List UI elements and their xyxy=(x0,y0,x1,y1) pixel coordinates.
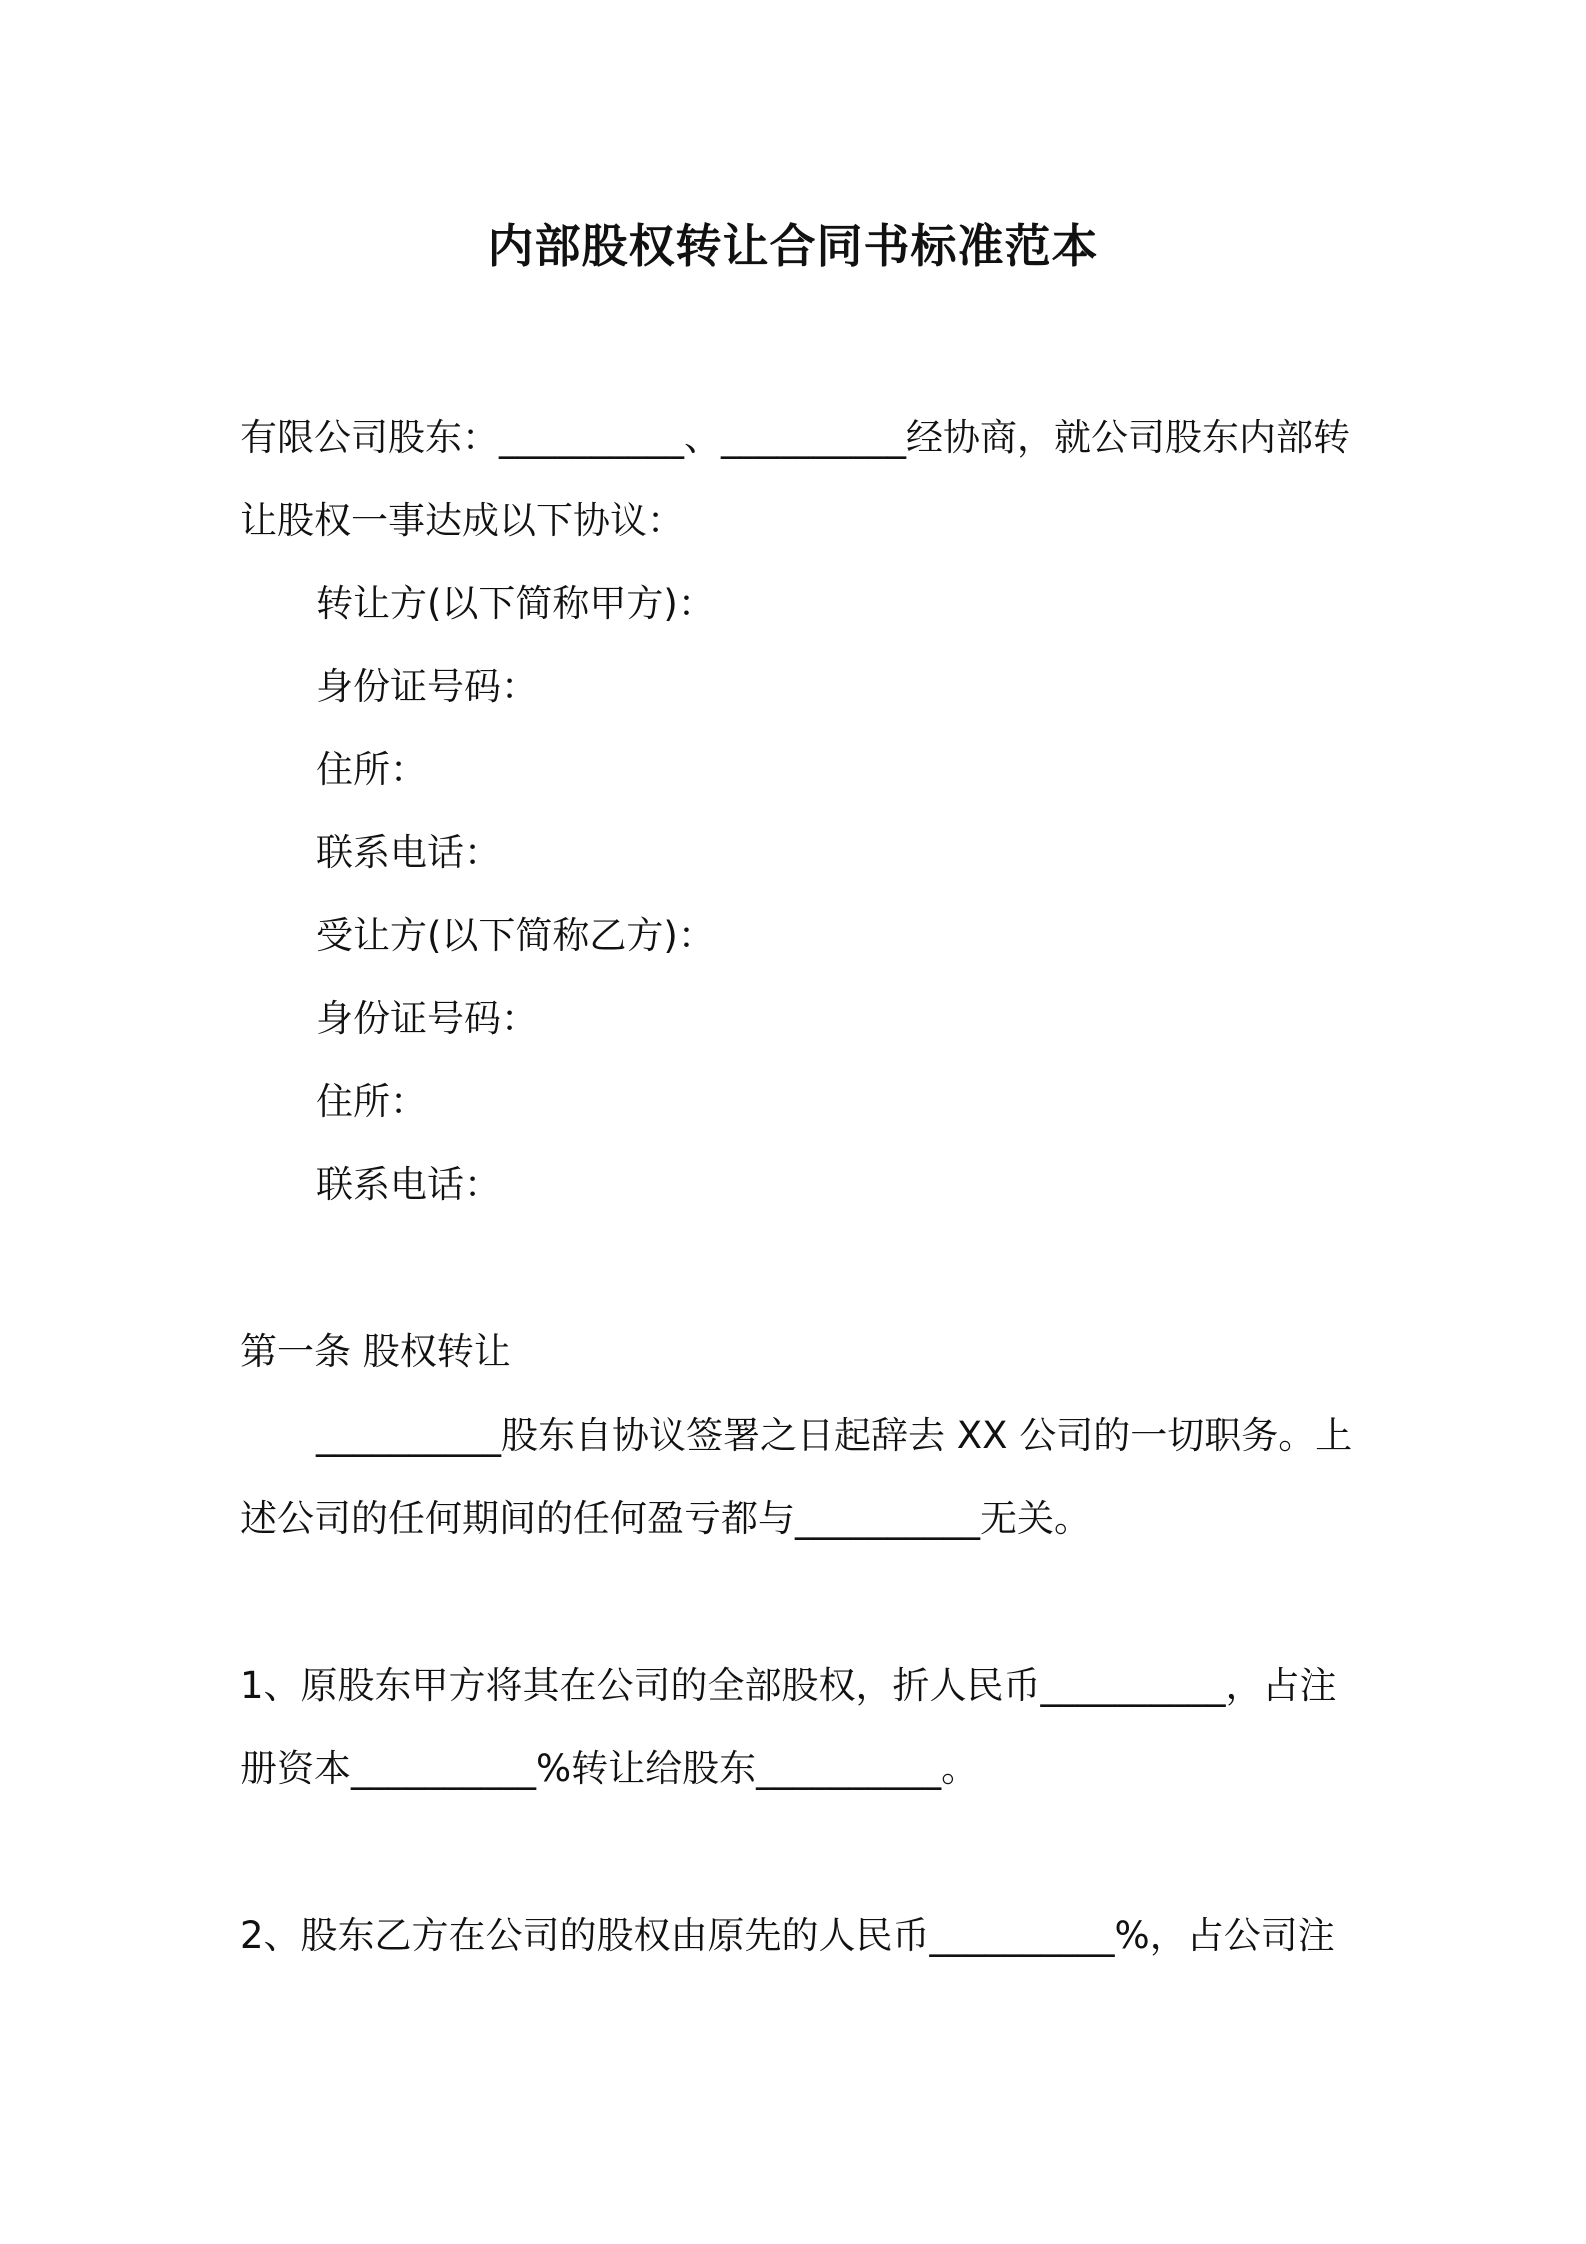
document-title: 内部股权转让合同书标准范本 xyxy=(487,219,1099,273)
intro-line-2: 让股权一事达成以下协议： xyxy=(240,499,684,542)
transferee-phone-label: 联系电话： xyxy=(316,1163,501,1206)
transferor-id-label: 身份证号码： xyxy=(316,665,538,708)
transferor-address-label: 住所： xyxy=(316,748,427,791)
transferee-address-label: 住所： xyxy=(316,1080,427,1123)
transferor-label: 转让方(以下简称甲方)： xyxy=(316,582,715,625)
intro-line-1: 有限公司股东：__________、__________经协商，就公司股东内部转 xyxy=(240,416,1350,459)
clause-1-line-1: 1、原股东甲方将其在公司的全部股权，折人民币__________，占注 xyxy=(240,1664,1337,1707)
article-1-heading: 第一条 股权转让 xyxy=(240,1330,511,1373)
clause-2-line-1: 2、股东乙方在公司的股权由原先的人民币__________%，占公司注 xyxy=(240,1914,1335,1957)
transferor-phone-label: 联系电话： xyxy=(316,831,501,874)
transferee-label: 受让方(以下简称乙方)： xyxy=(316,914,715,957)
article-1-paragraph-line-1: __________股东自协议签署之日起辞去 XX 公司的一切职务。上 xyxy=(316,1414,1353,1457)
transferee-id-label: 身份证号码： xyxy=(316,997,538,1040)
article-1-paragraph-line-2: 述公司的任何期间的任何盈亏都与__________无关。 xyxy=(240,1497,1091,1540)
clause-1-line-2: 册资本__________%转让给股东__________。 xyxy=(240,1747,979,1790)
